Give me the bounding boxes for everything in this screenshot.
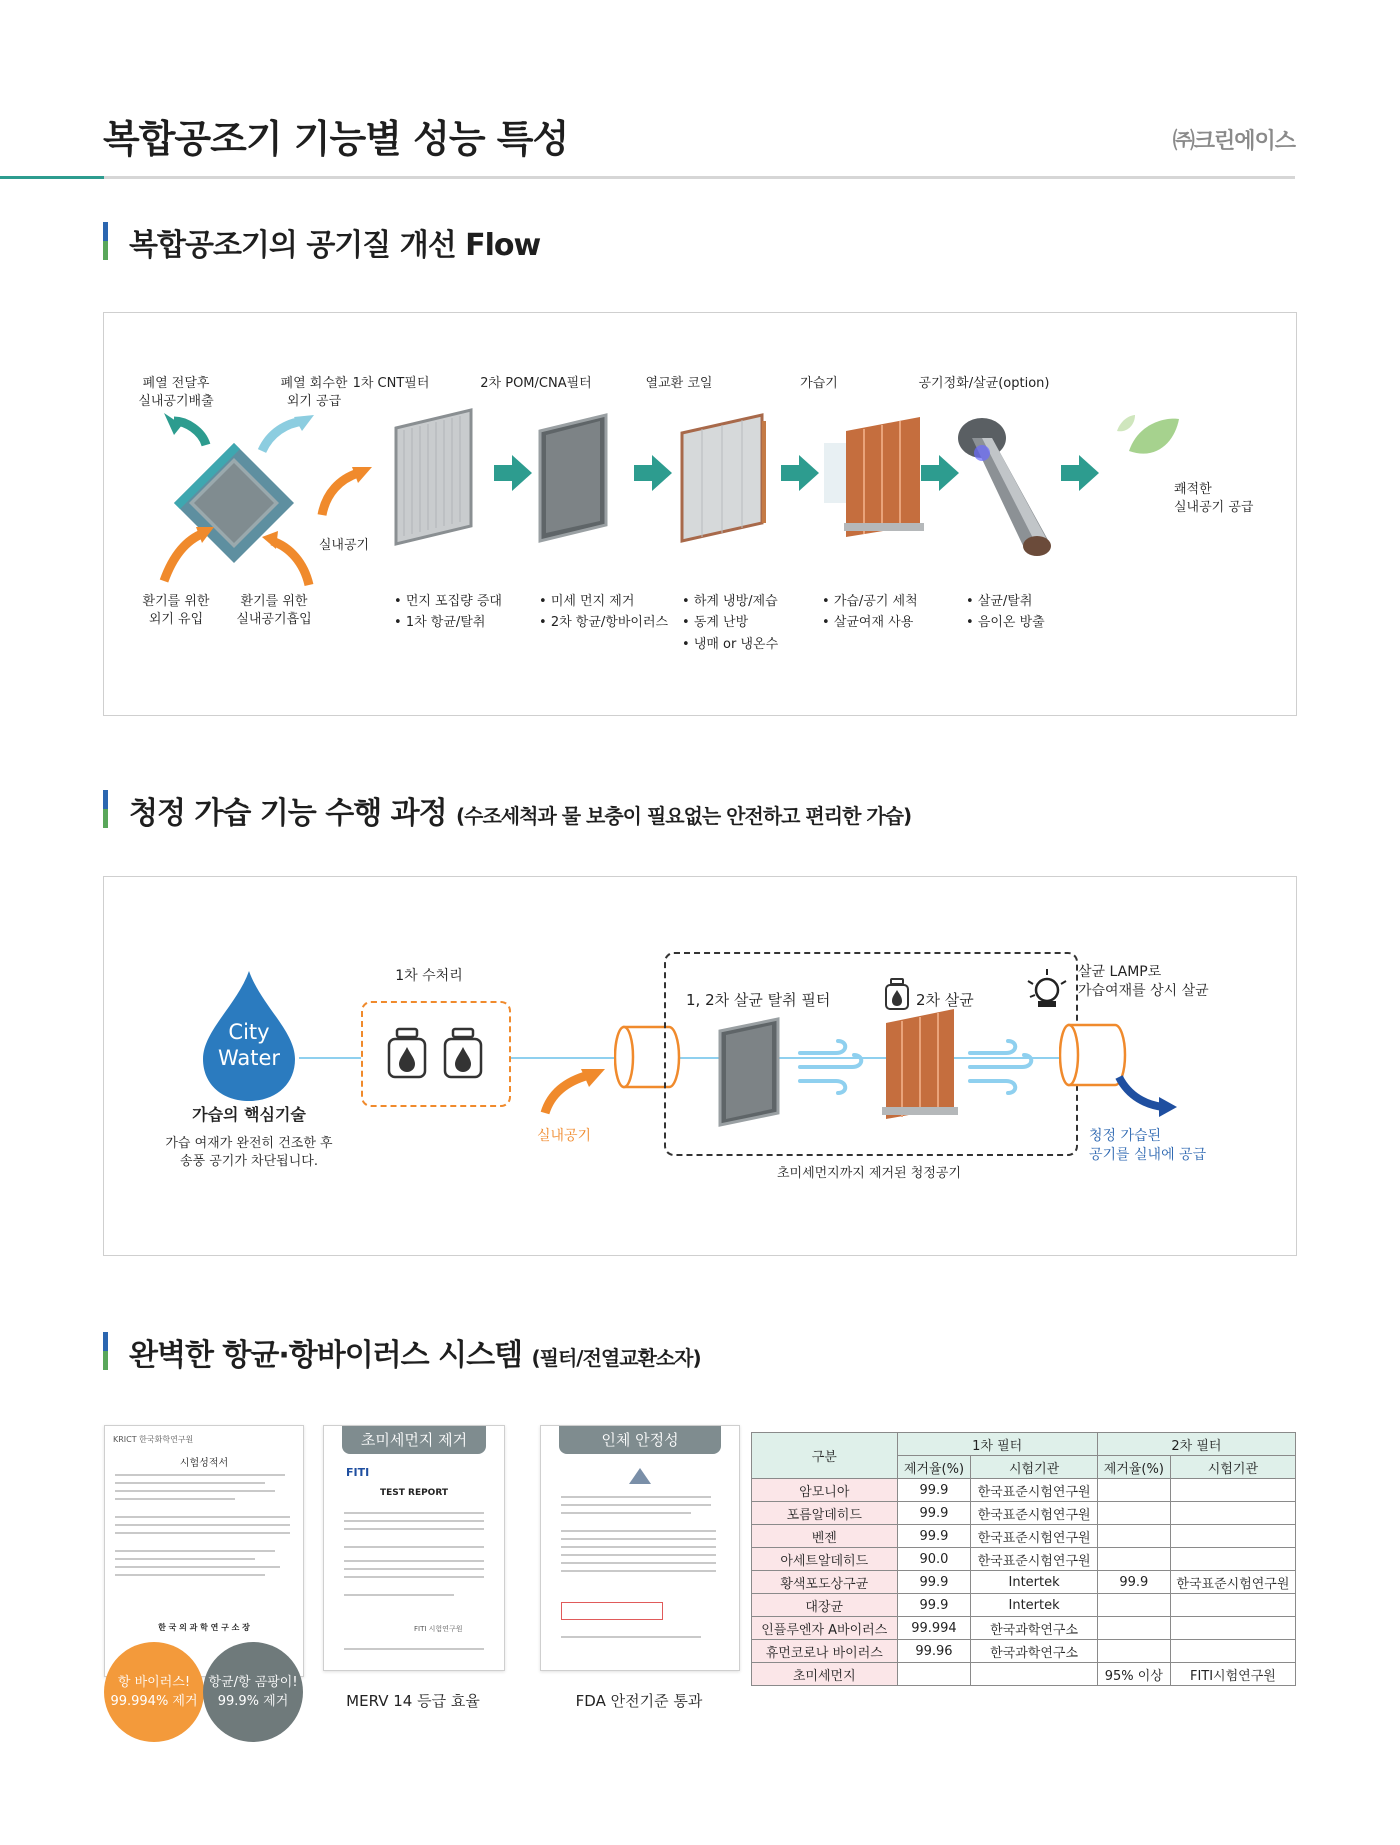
bullet-item: • 냉매 or 냉온수 <box>682 634 778 655</box>
table-cell-o2: 한국표준시험연구원 <box>1170 1571 1295 1594</box>
page-title: 복합공조기 기능별 성능 특성 <box>103 117 569 161</box>
table-body <box>752 1479 1296 1686</box>
table-cell-o1: Intertek <box>971 1571 1097 1594</box>
highlight-box <box>561 1602 663 1620</box>
brand-logo-text: ㈜크린에이스 <box>1172 129 1295 154</box>
stage-1-bullets <box>394 591 502 634</box>
city-water-label: City Water <box>217 1020 281 1071</box>
fiti-stamp: FITI 시험연구원 <box>414 1625 463 1633</box>
table-cell-o1: 한국표준시험연구원 <box>971 1502 1097 1525</box>
cnt-filter-image <box>386 408 481 548</box>
table-cell-r1: 99.9 <box>897 1479 971 1502</box>
humid-panel <box>103 876 1297 1256</box>
indoor-air-arrow-icon <box>539 1057 619 1117</box>
table-cell-o2: FITI시험연구원 <box>1170 1663 1295 1686</box>
table-row <box>752 1617 1296 1640</box>
table-cell-cat: 황색포도상구균 <box>752 1571 898 1594</box>
table-subheader-org: 시험기관 <box>971 1456 1097 1479</box>
stage-5-title: 공기정화/살균(option) <box>918 376 1050 391</box>
second-sterilize-label: 2차 살균 <box>916 991 974 1009</box>
pom-filter-image <box>534 413 614 543</box>
table-subheader-org: 시험기관 <box>1170 1456 1295 1479</box>
indoor-air-arrow-icon <box>314 453 384 523</box>
table-cell-o2 <box>1170 1502 1295 1525</box>
bullet-item: • 1차 항균/탈취 <box>394 612 502 633</box>
bullet-item: • 미세 먼지 제거 <box>539 591 668 612</box>
table-cell-r1: 99.9 <box>897 1525 971 1548</box>
outdoor-in-label: 환기를 위한 외기 유입 <box>142 594 210 627</box>
table-cell-o2 <box>1170 1548 1295 1571</box>
bottle-icon <box>441 1027 485 1081</box>
table-cell-o1: 한국표준시험연구원 <box>971 1525 1097 1548</box>
stage-4-bullets <box>822 591 918 634</box>
table-cell-o1 <box>971 1663 1097 1686</box>
table-row <box>752 1525 1296 1548</box>
table-cell-o1: 한국과학연구소 <box>971 1640 1097 1663</box>
table-cell-cat: 초미세먼지 <box>752 1663 898 1686</box>
bullet-item: • 살균여재 사용 <box>822 612 918 633</box>
bullet-item: • 먼지 포집량 증대 <box>394 591 502 612</box>
test-certificate-3 <box>540 1425 740 1671</box>
antibacterial-badge: 항균/항 곰팡이! 99.9% 제거 <box>203 1642 303 1742</box>
table-cell-r2 <box>1097 1617 1170 1640</box>
bullet-item: • 음이온 방출 <box>966 612 1045 633</box>
table-cell-r1: 99.9 <box>897 1502 971 1525</box>
flow-section-title <box>103 220 540 264</box>
flow-arrow-icon <box>779 453 821 493</box>
table-cell-r1: 99.9 <box>897 1594 971 1617</box>
table-cell-r2 <box>1097 1594 1170 1617</box>
sterilizer-tube-image <box>952 408 1057 558</box>
lamp-label: 살균 LAMP로 가습여재를 상시 살균 <box>1078 964 1209 999</box>
table-cell-o2 <box>1170 1594 1295 1617</box>
antivirus-badge: 항 바이러스! 99.994% 제거 <box>104 1642 204 1742</box>
table-cell-r1 <box>897 1663 971 1686</box>
table-cell-cat: 휴먼코로나 바이러스 <box>752 1640 898 1663</box>
certificate-tab: 인체 안정성 <box>559 1426 721 1454</box>
stage-3-bullets <box>682 591 778 655</box>
table-cell-o2 <box>1170 1525 1295 1548</box>
indoor-air-label: 실내공기 <box>536 1128 592 1144</box>
table-cell-cat: 암모니아 <box>752 1479 898 1502</box>
leaf-icon <box>1109 411 1189 481</box>
section-marker <box>103 1332 108 1370</box>
table-row <box>752 1502 1296 1525</box>
table-cell-r1: 99.994 <box>897 1617 971 1640</box>
section-marker <box>103 790 108 828</box>
first-treatment-label: 1차 수처리 <box>395 968 463 984</box>
outlet-duct-icon <box>1059 1017 1199 1127</box>
exhaust-out-label: 폐열 전달후 실내공기배출 <box>138 376 214 409</box>
result-label: 쾌적한 실내공기 공급 <box>1174 482 1254 515</box>
humid-section-title <box>103 788 911 832</box>
certificate-tab: 초미세먼지 제거 <box>342 1426 486 1454</box>
table-row <box>752 1571 1296 1594</box>
merv-caption: MERV 14 등급 효율 <box>346 1692 480 1710</box>
table-header-category: 구분 <box>752 1433 898 1479</box>
virus-section-subtitle: (필터/전열교환소자) <box>531 1346 701 1370</box>
table-cell-o2 <box>1170 1479 1295 1502</box>
bullet-item: • 살균/탈취 <box>966 591 1045 612</box>
table-cell-r1: 90.0 <box>897 1548 971 1571</box>
airflow-icon <box>796 1037 866 1097</box>
certificate-org: KRICT 한국화학연구원 <box>113 1435 194 1444</box>
uv-lamp-icon <box>1024 967 1070 1013</box>
certificate-footer: 한 국 의 과 학 연 구 소 장 <box>158 1623 250 1632</box>
table-cell-r2: 99.9 <box>1097 1571 1170 1594</box>
flow-section-title-text: 복합공조기의 공기질 개선 Flow <box>129 228 541 263</box>
stage-2-bullets <box>539 591 668 634</box>
humidifier-image <box>824 413 929 543</box>
table-cell-cat: 아세트알데히드 <box>752 1548 898 1571</box>
bottle-icon <box>385 1027 429 1081</box>
table-row <box>752 1640 1296 1663</box>
flow-panel <box>103 312 1297 716</box>
section-marker <box>103 222 108 260</box>
table-cell-cat: 포름알데히드 <box>752 1502 898 1525</box>
table-row <box>752 1594 1296 1617</box>
flow-arrow-icon <box>1059 453 1101 493</box>
test-certificate-1 <box>104 1425 304 1677</box>
table-cell-r2 <box>1097 1640 1170 1663</box>
flow-arrow-icon <box>919 453 961 493</box>
indoor-in-label: 환기를 위한 실내공기흡입 <box>236 594 312 627</box>
table-cell-cat: 벤젠 <box>752 1525 898 1548</box>
table-cell-o1: 한국과학연구소 <box>971 1617 1097 1640</box>
table-header-filter2: 2차 필터 <box>1097 1433 1295 1456</box>
header-divider-accent <box>0 176 104 179</box>
supply-label: 청정 가습된 공기를 실내에 공급 <box>1089 1128 1207 1163</box>
stage-3-title: 열교환 코일 <box>645 376 713 391</box>
lab-logo-icon <box>627 1466 653 1486</box>
table-cell-r2 <box>1097 1548 1170 1571</box>
stage-1-title: 1차 CNT필터 <box>352 376 430 391</box>
table-cell-o1: Intertek <box>971 1594 1097 1617</box>
humidifier-image <box>872 1007 962 1127</box>
core-description: 가습 여재가 완전히 건조한 후 송풍 공기가 차단됩니다. <box>165 1136 333 1169</box>
heat-coil-image <box>674 411 769 546</box>
header-divider <box>103 176 1295 179</box>
table-subheader-rate: 제거율(%) <box>897 1456 971 1479</box>
filter-label: 1, 2차 살균 탈취 필터 <box>686 991 831 1009</box>
sterilize-filter-image <box>716 1017 786 1127</box>
fda-caption: FDA 안전기준 통과 <box>575 1692 703 1710</box>
virus-section-title <box>103 1330 701 1374</box>
table-cell-r2: 95% 이상 <box>1097 1663 1170 1686</box>
table-cell-o1: 한국표준시험연구원 <box>971 1548 1097 1571</box>
certificate-title: 시험성적서 <box>179 1458 229 1469</box>
table-cell-o2 <box>1170 1640 1295 1663</box>
table-cell-o2 <box>1170 1617 1295 1640</box>
table-row <box>752 1663 1296 1686</box>
stage-4-title: 가습기 <box>800 376 838 391</box>
virus-section-title-text: 완벽한 항균·항바이러스 시스템 <box>129 1338 523 1373</box>
table-cell-o1: 한국표준시험연구원 <box>971 1479 1097 1502</box>
flow-arrow-icon <box>492 453 534 493</box>
table-subheader-rate: 제거율(%) <box>1097 1456 1170 1479</box>
bullet-item: • 동계 난방 <box>682 612 778 633</box>
table-row <box>752 1479 1296 1502</box>
bullet-item: • 가습/공기 세척 <box>822 591 918 612</box>
table-cell-r1: 99.9 <box>897 1571 971 1594</box>
stage-2-title: 2차 POM/CNA필터 <box>480 376 592 391</box>
table-cell-r1: 99.96 <box>897 1640 971 1663</box>
results-table <box>751 1432 1296 1686</box>
humid-section-subtitle: (수조세척과 물 보충이 필요없는 안전하고 편리한 가습) <box>456 804 912 828</box>
test-certificate-2 <box>323 1425 505 1671</box>
stage-5-bullets <box>966 591 1045 634</box>
humid-section-title-text: 청정 가습 기능 수행 과정 <box>129 796 447 831</box>
bullet-item: • 하계 냉방/제습 <box>682 591 778 612</box>
airflow-icon <box>966 1037 1036 1097</box>
core-title: 가습의 핵심기술 <box>192 1105 306 1124</box>
clean-air-caption: 초미세먼지까지 제거된 청정공기 <box>776 1166 962 1181</box>
supply-out-label: 폐열 회수한 외기 공급 <box>280 376 348 409</box>
fiti-logo: FITI <box>346 1466 370 1479</box>
bottle-icon <box>884 977 910 1011</box>
table-header-filter1: 1차 필터 <box>897 1433 1097 1456</box>
table-row <box>752 1548 1296 1571</box>
bullet-item: • 2차 항균/항바이러스 <box>539 612 668 633</box>
table-cell-r2 <box>1097 1525 1170 1548</box>
test-report-title: TEST REPORT <box>379 1488 449 1498</box>
table-cell-cat: 대장균 <box>752 1594 898 1617</box>
indoor-air-label: 실내공기 <box>318 538 370 553</box>
flow-arrow-icon <box>632 453 674 493</box>
table-cell-r2 <box>1097 1502 1170 1525</box>
table-cell-r2 <box>1097 1479 1170 1502</box>
table-cell-cat: 인플루엔자 A바이러스 <box>752 1617 898 1640</box>
water-treatment-box <box>361 1001 511 1107</box>
